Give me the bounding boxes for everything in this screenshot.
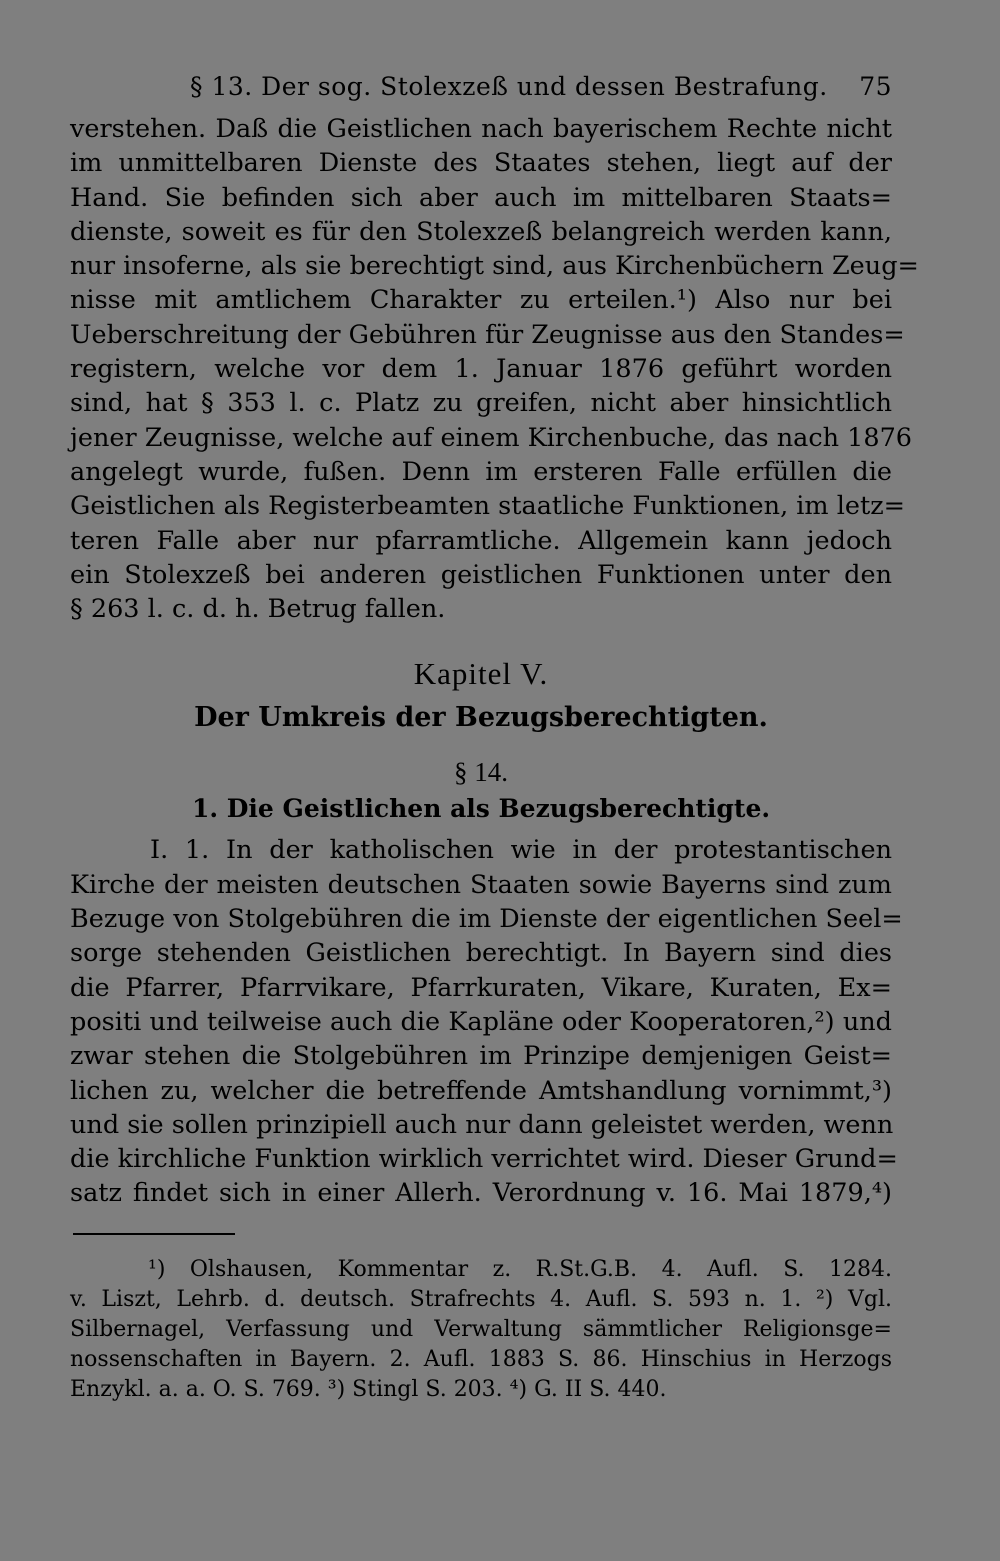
text-line: verstehen. Daß die Geistlichen nach bayerischem Rechte nicht <box>70 114 892 144</box>
text-line: und sie sollen prinzipiell auch nur dann geleistet werden, wenn <box>70 1109 894 1140</box>
text-line: sind, hat § 353 l. c. Platz zu greifen, nicht aber hinsichtlich <box>70 388 892 419</box>
running-head-title: § 13. Der sog. Stolexzeß und dessen Bestrafung. <box>190 72 828 101</box>
text-line: Bezuge von Stolgebühren die im Dienste der eigentlichen Seel= <box>70 904 903 935</box>
text-line: angelegt wurde, fußen. Denn im ersteren Falle erfüllen die <box>70 456 892 487</box>
footnote-line: Enzykl. a. a. O. S. 769. ³) Stingl S. 203. ⁴) G. II S. 440. <box>70 1376 667 1402</box>
paragraph-geistliche <box>70 833 903 1210</box>
footnote-separator <box>73 1233 235 1235</box>
text-line: Ueberschreitung der Gebühren für Zeugnisse aus den Standes= <box>70 319 905 350</box>
footnotes <box>70 1255 892 1405</box>
text-line: ein Stolexzeß bei anderen geistlichen Funktionen unter den <box>70 559 892 590</box>
text-line: nur insoferne, als sie berechtigt sind, aus Kirchenbüchern Zeug= <box>70 251 919 282</box>
text-line: nisse mit amtlichem Charakter zu erteilen.¹) Also nur bei <box>70 285 892 316</box>
text-line: § 263 l. c. d. h. Betrug fallen. <box>70 594 446 625</box>
page-number: 75 <box>859 72 892 101</box>
footnote-line: v. Liszt, Lehrb. d. deutsch. Strafrechts 4. Aufl. S. 593 n. 1. ²) Vgl. <box>70 1286 892 1312</box>
text-line: registern, welche vor dem 1. Januar 1876 geführt worden <box>70 354 892 385</box>
text-line: Hand. Sie befinden sich aber auch im mittelbaren Staats= <box>70 182 892 213</box>
paragraph-stolexzess-continuation <box>70 112 919 626</box>
text-line: teren Falle aber nur pfarramtliche. Allgemein kann jedoch <box>70 525 892 556</box>
text-line: lichen zu, welcher die betreffende Amtshandlung vornimmt,³) <box>70 1075 892 1106</box>
chapter-label: Kapitel V. <box>413 656 549 692</box>
text-line: Kirche der meisten deutschen Staaten sowie Bayerns sind zum <box>70 869 892 900</box>
text-line: I. 1. In der katholischen wie in der protestantischen <box>150 835 892 866</box>
text-line: sorge stehenden Geistlichen berechtigt. In Bayern sind dies <box>70 938 892 969</box>
footnote-line: nossenschaften in Bayern. 2. Aufl. 1883 S. 86. Hinschius in Herzogs <box>70 1346 892 1372</box>
text-line: zwar stehen die Stolgebühren im Prinzipe demjenigen Geist= <box>70 1041 892 1072</box>
footnote-line: ¹) Olshausen, Kommentar z. R.St.G.B. 4. Aufl. S. 1284. <box>148 1256 892 1282</box>
text-line: positi und teilweise auch die Kapläne oder Kooperatoren,²) und <box>70 1006 892 1037</box>
book-page <box>70 72 919 1405</box>
section-mark: § 14. <box>454 757 508 788</box>
text-line: die kirchliche Funktion wirklich verrichtet wird. Dieser Grund= <box>70 1144 898 1175</box>
text-line: die Pfarrer, Pfarrvikare, Pfarrkuraten, Vikare, Kuraten, Ex= <box>70 972 892 1003</box>
text-line: dienste, soweit es für den Stolexzeß belangreich werden kann, <box>70 216 892 247</box>
section-title: 1. Die Geistlichen als Bezugsberechtigte. <box>191 794 771 824</box>
text-line: jener Zeugnisse, welche auf einem Kirchenbuche, das nach 1876 <box>70 422 913 453</box>
footnote-line: Silbernagel, Verfassung und Verwaltung sämmtlicher Religionsge= <box>70 1316 892 1342</box>
text-line: im unmittelbaren Dienste des Staates stehen, liegt auf der <box>70 148 892 179</box>
text-line: satz findet sich in einer Allerh. Verordnung v. 16. Mai 1879,⁴) <box>70 1178 892 1209</box>
running-head <box>70 72 892 112</box>
chapter-title: Der Umkreis der Bezugsberechtigten. <box>194 702 768 734</box>
text-line: Geistlichen als Registerbeamten staatliche Funktionen, im letz= <box>70 491 906 522</box>
